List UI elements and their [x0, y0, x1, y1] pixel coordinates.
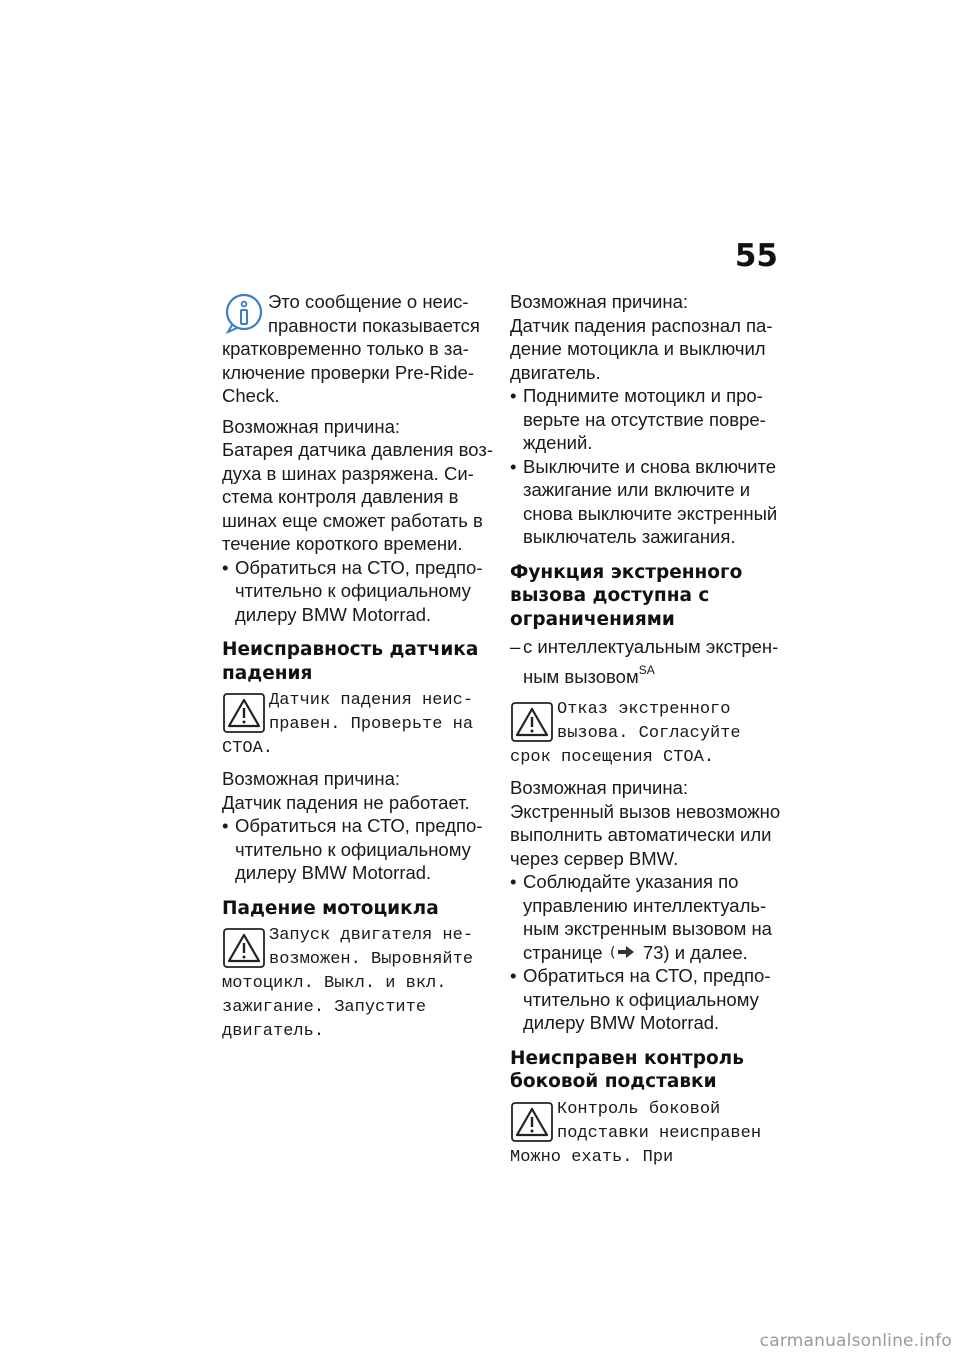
cause-text: Батарея датчика давления воздуха в шинах разряжена. Система контроля давления в шинах еще сможет работать в течение короткого времени. — [222, 439, 493, 554]
info-note — [222, 290, 494, 408]
page-reference-arrow-icon[interactable] — [608, 942, 638, 962]
cause-text: Датчик падения распознал падение мотоцикла и выключил двигатель. — [510, 314, 773, 383]
cause-text: Датчик падения не работает. — [222, 791, 470, 813]
section-heading: Неисправность датчика падения — [222, 639, 479, 684]
page-number: 55 — [734, 238, 778, 274]
warning-message: Датчик падения неисправен. Проверьте на СТОА. — [222, 691, 474, 758]
cause-label: Возможная причина: — [510, 291, 688, 312]
left-column — [222, 290, 494, 1050]
section-heading: Падение мотоцикла — [222, 897, 439, 919]
warning-triangle-icon — [223, 693, 265, 733]
warning-message: Контроль боковой подставки неисправен Можно ехать. При — [510, 1099, 762, 1167]
warning-message: Отказ экстренного вызова. Согласуйте срок посещения СТОА. — [510, 700, 741, 767]
cause-label: Возможная причина: — [222, 768, 400, 789]
cause-text: Экстренный вызов невозможно выполнить автоматически или через сервер BMW. — [510, 800, 781, 869]
list-item: • Обратиться на СТО, предпочтительно к официальному дилеру BMW Motorrad. — [222, 815, 483, 883]
svg-text:(: ( — [609, 944, 616, 961]
warning-triangle-icon — [511, 1102, 553, 1142]
warning-triangle-icon — [511, 702, 553, 742]
warning-message: Запуск двигателя невозможен. Выровняйте мотоцикл. Выкл. и вкл. зажигание. Запустите двигатель. — [222, 926, 474, 1041]
watermark: carmanualsonline.info — [759, 1331, 952, 1351]
section-heading: Функция экстренного вызова доступна с ограничениями — [510, 561, 743, 630]
right-column — [510, 290, 785, 1176]
section-heading: Неисправен контроль боковой подставки — [510, 1047, 744, 1092]
cause-label: Возможная причина: — [222, 415, 400, 437]
info-text: Это сообщение о неисправности показывается кратковременно только в заключение проверки Pre-Ride-Check. — [222, 291, 480, 406]
warning-triangle-icon — [223, 928, 265, 968]
cause-label: Возможная причина: — [510, 777, 688, 798]
list-item: • Поднимите мотоцикл и проверьте на отсутствие повреждений. — [510, 385, 766, 453]
info-icon — [224, 292, 264, 336]
list-item: • Обратиться на СТО, предпочтительно к официальному дилеру BMW Motorrad. — [510, 965, 771, 1033]
list-item: • Обратиться на СТО, предпочтительно к официальному дилеру BMW Motorrad. — [222, 556, 483, 625]
list-item: – с интеллектуальным экстренным вызовом$^{SA}$ — [510, 636, 779, 687]
list-item: • Соблюдайте указания по управлению интеллектуальным экстренным вызовом на странице ( 73) и далее. — [510, 871, 772, 963]
list-item: • Выключите и снова включите зажигание или включите и снова выключите экстренный выключатель зажигания. — [510, 455, 778, 547]
option-badge: SA — [638, 662, 655, 677]
